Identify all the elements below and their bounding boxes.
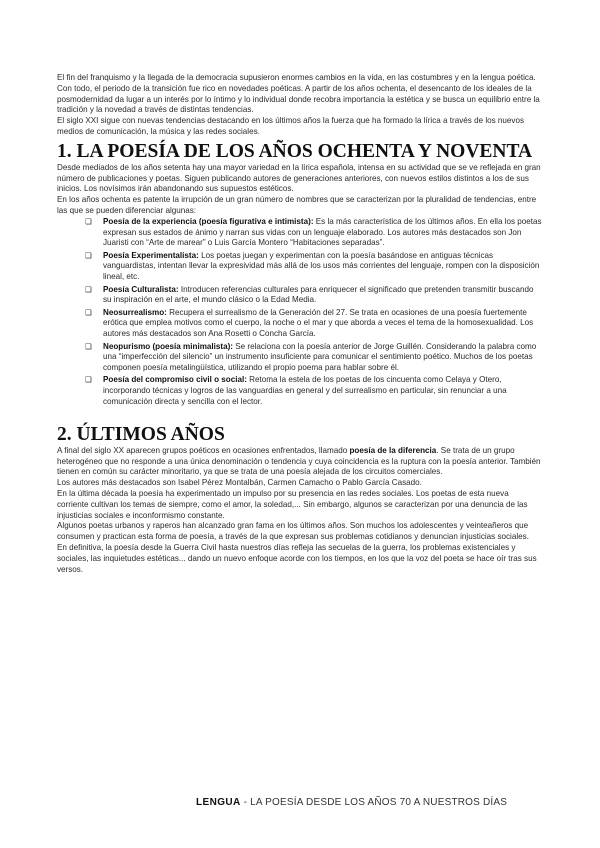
tendencies-list: [57, 217, 542, 408]
checkbox-bullet-icon: ❏: [85, 216, 92, 226]
section2-text: A final del siglo XX aparecen grupos poéticos en ocasiones enfrentados, llamado: [57, 445, 350, 455]
section2-text: . Se trata de un grupo heterogéneo que no responde a una única denominación o tendencia y cuya coincidencia es la ruptura con la poesía anterior. También tienen en común su carácter minoritario, ya que se trata de una poesía alejada de los circuitos comerciales.: [57, 445, 541, 477]
section2-paragraph: En la última década la poesía ha experimentado un impulso por su presencia en las redes sociales. Los poetas de esta nueva corriente cultivan los temas de siempre, como el amor, la soledad,... Sin embargo, algunos se caracterizan por una denuncia de las injusticias sociales e inconformismo constante.: [57, 489, 528, 520]
checkbox-bullet-icon: ❏: [85, 250, 92, 260]
section2-paragraph: Los autores más destacados son Isabel Pérez Montalbán, Carmen Camacho o Pablo García Casado.: [57, 478, 422, 488]
list-item-text: Retoma la estela de los poetas de los cincuenta como Celaya y Otero, incorporando técnicas y logros de las vanguardias en general y del surrealismo en particular, sin renunciar a una comunicación directa y sencilla con el lector.: [103, 375, 507, 407]
section2-paragraph: Algunos poetas urbanos y raperos han alcanzado gran fama en los últimos años. Son muchos los adolescentes y veinteañeros que consumen y practican esta forma de poesía, a través de la que expresan sus problemas cotidianos y denuncian injusticias sociales.: [57, 521, 529, 542]
list-item-term: Neosurrealismo:: [103, 307, 167, 317]
list-item-term: Poesía de la experiencia (poesía figurativa e intimista):: [103, 216, 314, 226]
list-item-term: Poesía Culturalista:: [103, 284, 179, 294]
list-item-text: Es la más característica de los últimos años. En ella los poetas expresan sus estados de ánimo y narran sus vidas con un lenguaje elaborado. Los autores más destacados son Jon Juaristi con “Arte de marear” o Luis García Montero “Habitaciones separadas”.: [103, 216, 542, 248]
section1-paragraph: En los años ochenta es patente la irrupción de un gran número de nombres que se caracterizan por la pluralidad de tendencias, entre las que se pueden diferenciar algunas:: [57, 195, 537, 215]
list-item-text: Recupera el surrealismo de la Generación del 27. Se trata en ocasiones de una poesía fuertemente erótica que emplea motivos como el cuerpo, la noche o el mar y que aborda a veces el tema de la homosexualidad. Los autores más destacados son Ana Rosetti o Concha García.: [103, 307, 534, 339]
list-item: [84, 308, 542, 340]
checkbox-bullet-icon: ❏: [85, 341, 92, 351]
checkbox-bullet-icon: ❏: [85, 307, 92, 317]
section-heading-ochenta-noventa: 1. LA POESÍA DE LOS AÑOS OCHENTA Y NOVENTA: [57, 140, 533, 162]
list-item: [84, 375, 542, 407]
checkbox-bullet-icon: ❏: [85, 375, 92, 385]
list-item-text: Los poetas juegan y experimentan con la poesía basándose en antiguas técnicas vanguardistas, intentan llevar la expresividad más allá de los usos más corrientes del lenguaje, rompen con la disposición lineal, etc.: [103, 250, 540, 282]
list-item: [84, 342, 542, 374]
list-item-text: Introducen referencias culturales para enriquecer el significado que pretenden transmitir buscando su inspiración en el arte, el mundo clásico o la Edad Media.: [103, 284, 534, 305]
footer-title: - LA POESÍA DESDE LOS AÑOS 70 A NUESTROS DÍAS: [240, 797, 508, 808]
list-item-text: Se relaciona con la poesía anterior de Jorge Guillén. Considerando la palabra como una “imperfección del silencio” un instrumento insuficiente para comunicar el sentimiento poético. Muchos de los poetas componen poesía metalingüística, utilizando el propio poema para hablar sobre él.: [103, 341, 537, 373]
page-footer: [196, 797, 507, 808]
list-item-term: Poesía Experimentalista:: [103, 250, 199, 260]
section2-emphasis: poesía de la diferencia: [349, 445, 437, 455]
list-item-term: Poesía del compromiso civil o social:: [103, 375, 247, 385]
footer-subject: LENGUA: [196, 797, 241, 808]
section-heading-ultimos-anos: 2. ÚLTIMOS AÑOS: [57, 423, 225, 445]
checkbox-bullet-icon: ❏: [85, 284, 92, 294]
list-item: [84, 285, 542, 307]
list-item: [84, 251, 542, 283]
list-item-term: Neopurismo (poesía minimalista):: [103, 341, 233, 351]
section2-paragraph: En definitiva, la poesía desde la Guerra Civil hasta nuestros días refleja las secuelas de la guerra, los problemas existenciales y sociales, las inquietudes estéticas... dando un nuevo enfoque acorde con los tiempos, en los que la voz del poeta se hace oír tras sus versos.: [57, 542, 537, 574]
section2-paragraph: [57, 446, 542, 478]
intro-paragraph: El siglo XXI sigue con nuevas tendencias destacando en los últimos años la fuerza que ha formado la lírica a través de los nuevos medios de comunicación, la música y las redes sociales.: [57, 116, 525, 136]
section1-paragraph: Desde mediados de los años setenta hay una mayor variedad en la lírica española, intensa en su actividad que se ve reflejada en gran número de publicaciones y poetas. Siguen publicando autores de generaciones anteriores, con nuevos estilos distintos a los de sus inicios. Los novísimos irán abandonando sus supuestos estéticos.: [57, 162, 541, 194]
document-body: [57, 73, 542, 575]
list-item: [84, 217, 542, 249]
intro-paragraph: El fin del franquismo y la llegada de la democracia supusieron enormes cambios en la vida, en las costumbres y en la lengua poética. Con todo, el periodo de la transición fue rico en novedades poéticas. A partir de los años ochenta, el desencanto de los ideales de la posmodernidad da lugar a un interés por lo íntimo y lo individual donde recobra importancia la estética y se busca un equilibrio entre la tradición y la novedad a través de distintas tendencias.: [57, 73, 540, 115]
